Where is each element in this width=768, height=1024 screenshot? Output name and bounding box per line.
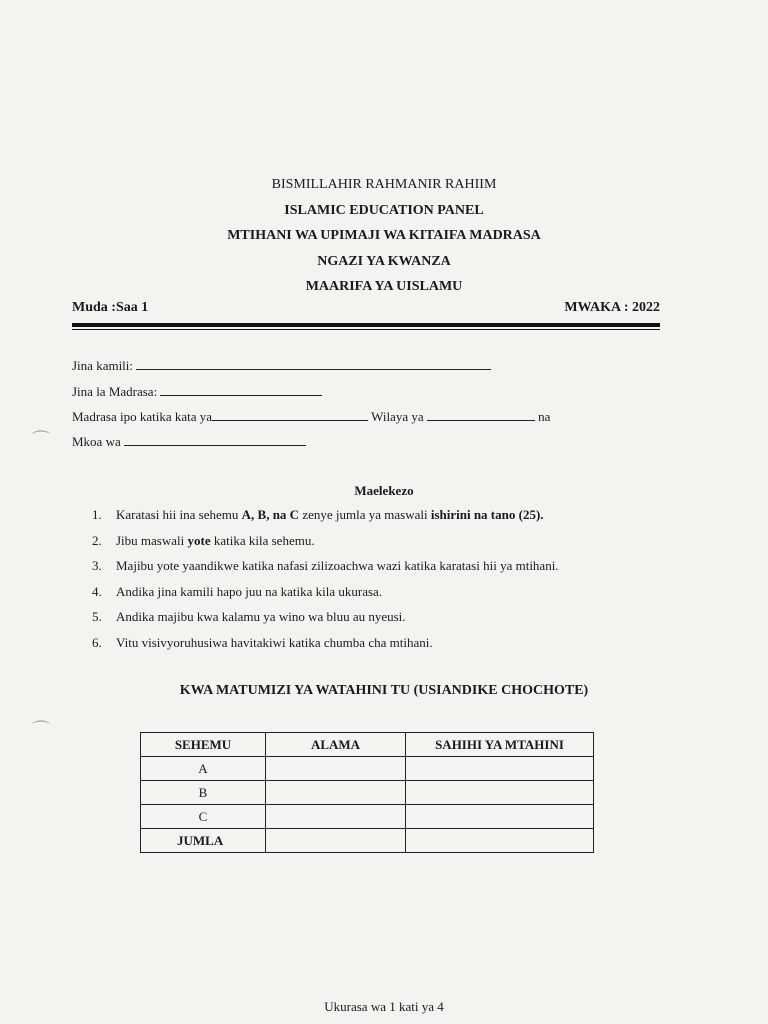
instruction-number: 4. [92, 583, 102, 599]
marks-cell [266, 757, 406, 781]
table-row [141, 805, 594, 829]
instruction-emphasis: A, B, na C [241, 507, 300, 522]
score-table-header [141, 733, 594, 757]
full-name-blank[interactable] [136, 357, 491, 370]
signature-cell [406, 781, 594, 805]
section-cell: C [141, 805, 266, 829]
and-label: na [538, 409, 551, 424]
instruction-text [116, 604, 406, 630]
total-cell: JUMLA [141, 829, 266, 853]
madrasa-name-label: Jina la Madrasa: [72, 384, 158, 399]
exam-meta [72, 300, 660, 316]
signature-cell [406, 757, 594, 781]
district-label: Wilaya ya [371, 409, 424, 424]
instructions-list [92, 502, 559, 655]
district-blank[interactable] [427, 408, 535, 421]
instruction-segment: Jibu maswali [116, 532, 188, 548]
full-name-field[interactable] [72, 357, 491, 374]
instruction-item [92, 553, 559, 579]
instruction-segment: Andika jina kamili hapo juu na katika kila ukurasa. [116, 583, 383, 599]
full-name-label: Jina kamili: [72, 358, 134, 373]
instruction-number: 6. [92, 634, 102, 650]
header-signature: SAHIHI YA MTAHINI [406, 733, 594, 757]
instruction-item [92, 630, 559, 656]
signature-cell [406, 829, 594, 853]
instruction-text [116, 502, 544, 528]
instruction-segment: Andika majibu kwa kalamu ya wino wa bluu au nyeusi. [116, 609, 406, 624]
instruction-number: 2. [92, 532, 102, 548]
instruction-text [116, 579, 382, 605]
marks-cell [266, 781, 406, 805]
instruction-number: 5. [92, 609, 102, 624]
region-blank[interactable] [124, 433, 306, 446]
ward-label: Madrasa ipo katika kata ya [72, 409, 213, 424]
scan-mark-icon: ⌒ [32, 720, 50, 740]
scan-mark-icon: ⌒ [32, 430, 50, 450]
header-marks: ALAMA [266, 733, 406, 757]
score-table [140, 732, 594, 853]
instruction-number: 1. [92, 507, 102, 522]
table-row-total [141, 829, 594, 853]
signature-cell [406, 805, 594, 829]
madrasa-name-field[interactable] [72, 383, 322, 400]
instruction-segment: Karatasi hii ina sehemu [116, 507, 242, 522]
instruction-item [92, 502, 559, 528]
page-footer: Ukurasa wa 1 kati ya 4 [324, 999, 444, 1014]
instructions-title: Maelekezo [354, 483, 414, 498]
section-cell: B [141, 781, 266, 805]
year-label: MWAKA : 2022 [564, 300, 660, 315]
header-rule-thick [72, 323, 660, 327]
instruction-text [116, 630, 433, 656]
instruction-segment: Majibu yote yaandikwe katika nafasi zilizoachwa wazi katika karatasi hii ya mtihani. [116, 558, 559, 573]
instruction-emphasis: yote [187, 532, 211, 548]
header-level: NGAZI YA KWANZA [317, 253, 451, 269]
section-cell: A [141, 757, 266, 781]
instruction-segment: Vitu visivyoruhusiwa havitakiwi katika chumba cha mtihani. [116, 634, 433, 650]
marks-cell [266, 829, 406, 853]
instruction-emphasis: ishirini na tano (25). [430, 507, 544, 522]
instruction-item [92, 604, 559, 630]
ward-blank[interactable] [212, 408, 368, 421]
instruction-item [92, 579, 559, 605]
table-row [141, 757, 594, 781]
header-section: SEHEMU [141, 733, 266, 757]
instruction-text [116, 528, 315, 554]
region-label: Mkoa wa [72, 434, 121, 449]
header-subject: MAARIFA YA UISLAMU [305, 279, 463, 294]
instruction-segment: zenye jumla ya maswali [299, 507, 431, 522]
header-exam-title: MTIHANI WA UPIMAJI WA KITAIFA MADRASA [227, 228, 541, 243]
header-bismillah: BISMILLAHIR RAHMANIR RAHIIM [271, 177, 497, 192]
instruction-segment: katika kila sehemu. [210, 532, 315, 548]
marks-cell [266, 805, 406, 829]
region-field[interactable] [72, 433, 306, 450]
duration-label: Muda :Saa 1 [72, 300, 149, 315]
instruction-text [116, 553, 559, 579]
header-panel: ISLAMIC EDUCATION PANEL [284, 202, 484, 218]
madrasa-name-blank[interactable] [160, 383, 322, 396]
exam-header [0, 172, 768, 300]
header-rule-thin [72, 329, 660, 330]
location-field[interactable] [72, 408, 550, 425]
table-row [141, 781, 594, 805]
instruction-item [92, 528, 559, 554]
examiner-note: KWA MATUMIZI YA WATAHINI TU (USIANDIKE CHOCHOTE) [179, 683, 589, 698]
instruction-number: 3. [92, 558, 102, 573]
